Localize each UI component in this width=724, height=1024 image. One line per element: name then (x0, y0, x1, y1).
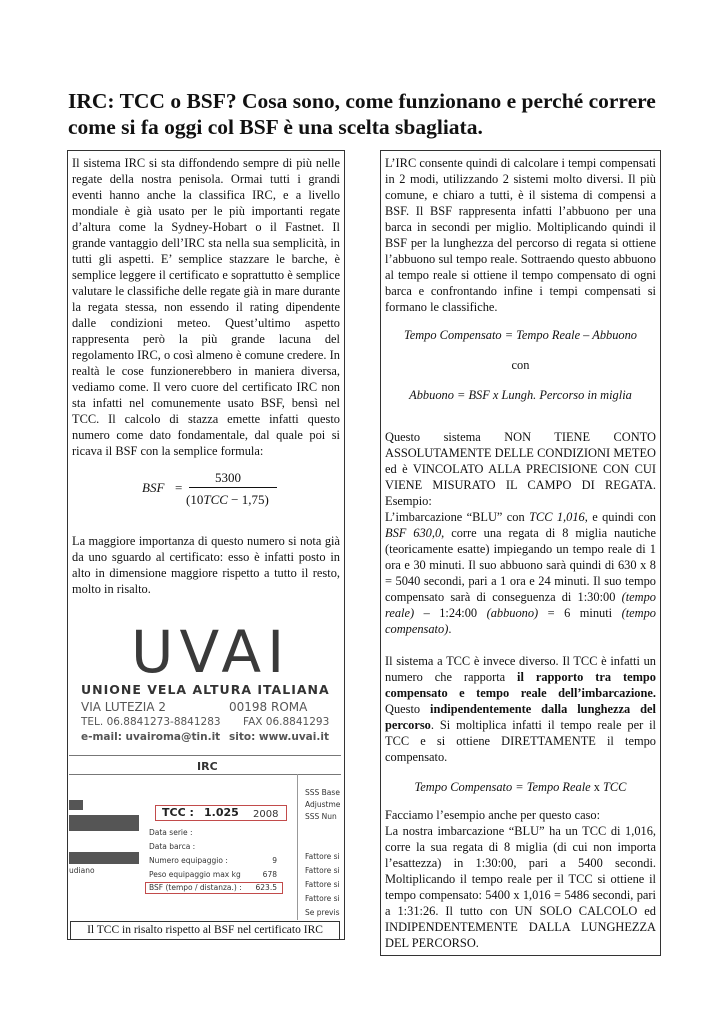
certificate-rule (69, 774, 341, 775)
cert-right-label: Fattore si (305, 866, 340, 875)
formula-equals: = (175, 480, 183, 495)
formula-denominator: (10TCC − 1,75) (186, 492, 269, 507)
cert-right-label: Adjustme (305, 800, 341, 809)
cert-right-label: Fattore si (305, 880, 340, 889)
cert-row-value: 9 (272, 856, 277, 865)
formula-compensated-time: Tempo Compensato = Tempo Reale – Abbuono (403, 328, 637, 342)
redacted-bar (69, 800, 83, 810)
certificate-year: 2008 (253, 809, 279, 820)
cert-row-label: Numero equipaggio : (149, 856, 228, 865)
certificate-section-title: IRC (197, 760, 218, 773)
cert-right-label: Fattore si (305, 894, 340, 903)
left-paragraph-1: Il sistema IRC si sta diffondendo sempre di più nelle regate della nostra penisola. Ormai tutti i grandi eventi hanno anche la classifica IRC, e a livello mondiale è già usato per le più importanti regate d’altura come la Sydney-Hobart o il Fastnet. Il grande vantaggio dell’IRC sta nella sua semplicità, in tutti gli aspetti. E’ semplice stazzare le barche, è semplice leggere il certificato e soprattutto è semplice valutare le classifiche delle regate già in mare durante la regata stessa, non essendo il rating dipendente dalle condizioni meteo. Quest’ultimo aspetto rappresenta però la più grande lacuna del regolamento IRC, o così almeno è comune credere. In realtà le cose funzionerebbero in maniera diversa, vediamo come. Il vero cuore del certificato IRC non sta infatti nel comunemente usato BSF, bensì nel TCC. Il calcolo di stazza emette infatti questo numero come dato fondamentale, dal quale poi si ricava il BSF con la semplice formula: (72, 156, 340, 458)
page-title: IRC: TCC o BSF? Cosa sono, come funzionano e perché correre come si fa oggi col BSF è una scelta sbagliata. (68, 89, 656, 139)
cert-row-label: Data barca : (149, 842, 196, 851)
uvai-site: sito: www.uvai.it (229, 731, 329, 743)
right-paragraph-2: Questo sistema NON TIENE CONTO ASSOLUTAMENTE DELLE CONDIZIONI METEO ed è VINCOLATO ALLA PRECISIONE CON CUI VIENE MISURATO IL CAMPO DI REGATA. Esempio: (385, 430, 656, 508)
uvai-logo: UVAI (131, 618, 291, 686)
right-paragraph-1: L’IRC consente quindi di calcolare i tempi compensati in 2 modi, utilizzando 2 sistemi molto diversi. Il più comune, e chiaro a tutti, è il sistema di compensi a BSF. Il BSF rappresenta infatti l’abbuono per una barca in secondi per miglio. Moltiplicando quindi il BSF per la lunghezza del percorso di regata si ottiene l’abbuono sul tempo reale. Sottraendo questo abbuono al tempo reale si ottiene il tempo compensato di ogni barca e confrontando infine i tempi compensati si formano le classifiche. (385, 156, 656, 314)
cert-right-label: SSS Nun (305, 812, 337, 821)
right-paragraph-6: La nostra imbarcazione “BLU” ha un TCC di 1,016, corre la sua regata di 8 miglia (di cui non importa l’esattezza) in 1:30:00, pari a 5400 secondi. Moltiplicando il tempo reale per il TCC si ottiene il tempo compensato: 5400 x 1,016 = 5486 secondi, pari a 1:31:26. Il tutto con UN SOLO CALCOLO ed INDIPENDENTEMENTE DALLA LUNGHEZZA DEL PERCORSO. (385, 824, 656, 950)
cert-row-label: BSF (tempo / distanza.) : (149, 883, 242, 892)
formula-allowance: Abbuono = BSF x Lungh. Percorso in miglia (409, 388, 632, 402)
uvai-org-name: UNIONE VELA ALTURA ITALIANA (81, 682, 330, 697)
certificate-image (69, 610, 341, 920)
uvai-city: 00198 ROMA (229, 700, 308, 714)
cert-right-label: Fattore si (305, 852, 340, 861)
certificate-rule (69, 755, 341, 756)
uvai-address: VIA LUTEZIA 2 (81, 700, 166, 714)
formula-connector: con (511, 358, 530, 372)
uvai-fax: FAX 06.8841293 (243, 716, 330, 728)
right-paragraph-4: Il sistema a TCC è invece diverso. Il TCC è infatti un numero che rapporta il rapporto tra tempo compensato e tempo reale dell’imbarcazione. Questo indipendentemente dalla lunghezza del percorso. Si moltiplica infatti il tempo reale per il TCC e si ottiene DIRETTAMENTE il tempo compensato. (385, 654, 656, 764)
figure-caption: Il TCC in risalto rispetto al BSF nel certificato IRC (70, 921, 340, 940)
certificate-fragment: udiano (69, 866, 95, 875)
left-paragraph-2: La maggiore importanza di questo numero si nota già da uno sguardo al certificato: esso è infatti posto in alto in dimensione maggiore rispetto a tutto il resto, molto in risalto. (72, 534, 340, 596)
redacted-bar (69, 852, 139, 864)
fraction-bar (189, 487, 277, 488)
certificate-divider (297, 774, 298, 920)
bsf-formula (72, 465, 340, 513)
tcc-value: 1.025 (204, 806, 239, 819)
uvai-tel: TEL. 06.8841273-8841283 (81, 716, 221, 728)
right-paragraph-3: L’imbarcazione “BLU” con TCC 1,016, e quindi con BSF 630,0, corre una regata di 8 miglia nautiche (teoricamente esatte) impiegando un tempo reale di 1 ora e 30 minuti. Il suo abbuono sarà quindi di 630 x 8 = 5040 secondi, pari a 1 ora e 24 minuti. Il suo tempo compensato sarà di conseguenza di 1:30:00 (tempo reale) – 1:24:00 (abbuono) = 6 minuti (tempo compensato). (385, 510, 656, 636)
formula-numerator: 5300 (215, 470, 241, 485)
cert-row-label: Peso equipaggio max kg (149, 870, 241, 879)
uvai-email: e-mail: uvairoma@tin.it (81, 731, 221, 743)
formula-tcc: Tempo Compensato = Tempo Reale x TCC (414, 780, 627, 794)
right-paragraph-5: Facciamo l’esempio anche per questo caso: (385, 808, 601, 822)
cert-row-value: 623.5 (255, 883, 277, 892)
cert-right-label: Se previs (305, 908, 340, 917)
tcc-label: TCC : (162, 806, 194, 819)
redacted-bar (69, 815, 139, 831)
cert-row-value: 678 (262, 870, 277, 879)
right-column (380, 150, 661, 956)
cert-right-label: SSS Base (305, 788, 340, 797)
cert-row-label: Data serie : (149, 828, 193, 837)
formula-lhs: BSF (142, 480, 165, 495)
